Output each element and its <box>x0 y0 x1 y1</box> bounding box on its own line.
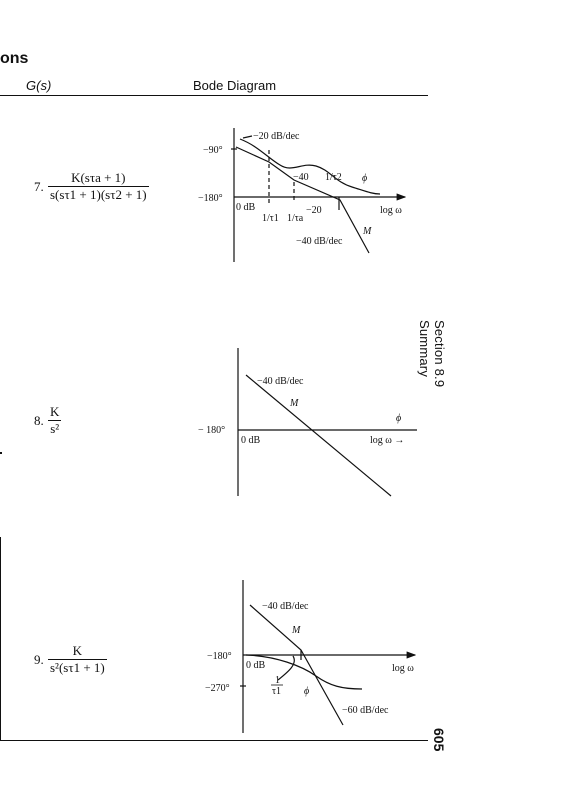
tf8-numerator: K <box>50 404 60 419</box>
bode7-phase-180: −180° <box>198 193 223 204</box>
bode8-slope-40: −40 dB/dec <box>257 376 304 387</box>
bode9-corner-num: 1 <box>275 675 280 686</box>
bode7-slope-20: −20 dB/dec <box>253 131 300 142</box>
bode9-phase-180: −180° <box>207 651 232 662</box>
row-index-9: 9. <box>34 651 44 667</box>
tf8-denominator: s² <box>50 421 60 436</box>
bode8-phase-180: − 180° <box>198 425 226 436</box>
column-header-gs: G(s) <box>26 78 52 93</box>
row-index-8: 8. <box>34 412 44 428</box>
bode9-log-w: log ω <box>392 663 414 674</box>
bode-diagram-8 <box>238 348 417 496</box>
bode9-zero-db: 0 dB <box>246 660 266 671</box>
bode7-log-w: log ω <box>380 205 402 216</box>
bode7-phase-90: −90° <box>203 145 223 156</box>
bode9-phi: ϕ <box>304 686 310 697</box>
bode8-log-w: log ω → <box>370 435 405 446</box>
tf9-denominator: s²(sτ1 + 1) <box>50 660 105 675</box>
page-number: 605 <box>431 728 447 752</box>
bode9-mag: M <box>292 625 301 636</box>
bode9-phase-270: −270° <box>205 683 230 694</box>
bode7-corner-taua: 1/τa <box>287 213 304 224</box>
bode7-corner-tau1: 1/τ1 <box>262 213 279 224</box>
bode8-labels <box>198 376 404 446</box>
bode9-labels <box>205 601 414 716</box>
bode7-corner-tau2: 1/τ2 <box>325 172 342 183</box>
section-title: ons <box>0 50 29 67</box>
bode7-mag: M <box>363 226 372 237</box>
bode7-labels <box>198 131 402 247</box>
tf7-numerator: K(sτa + 1) <box>48 170 149 187</box>
column-header-bode: Bode Diagram <box>193 78 277 93</box>
bode7-slope-40: −40 dB/dec <box>296 236 343 247</box>
bode9-slope-40: −40 dB/dec <box>262 601 309 612</box>
bode7-phi: ϕ <box>362 173 368 184</box>
bode8-phi: ϕ <box>396 413 402 424</box>
bode7-slope-40-top: −40 <box>293 172 309 183</box>
bode9-corner-den: τ1 <box>272 686 282 697</box>
row-index-7: 7. <box>34 178 44 194</box>
running-head: Section 8.9 Summary <box>417 320 447 388</box>
bode7-phase-curve <box>240 139 380 194</box>
bode8-zero-db: 0 dB <box>241 435 261 446</box>
tf7-denominator: s(sτ1 + 1)(sτ2 + 1) <box>50 187 147 202</box>
bode9-slope-60: −60 dB/dec <box>342 705 389 716</box>
bode8-mag: M <box>290 398 299 409</box>
tf9-numerator: K <box>48 643 107 660</box>
bode7-slope-20-mid: −20 <box>306 205 322 216</box>
bode7-leader-20 <box>243 136 252 138</box>
bode7-zero-db: 0 dB <box>236 202 256 213</box>
